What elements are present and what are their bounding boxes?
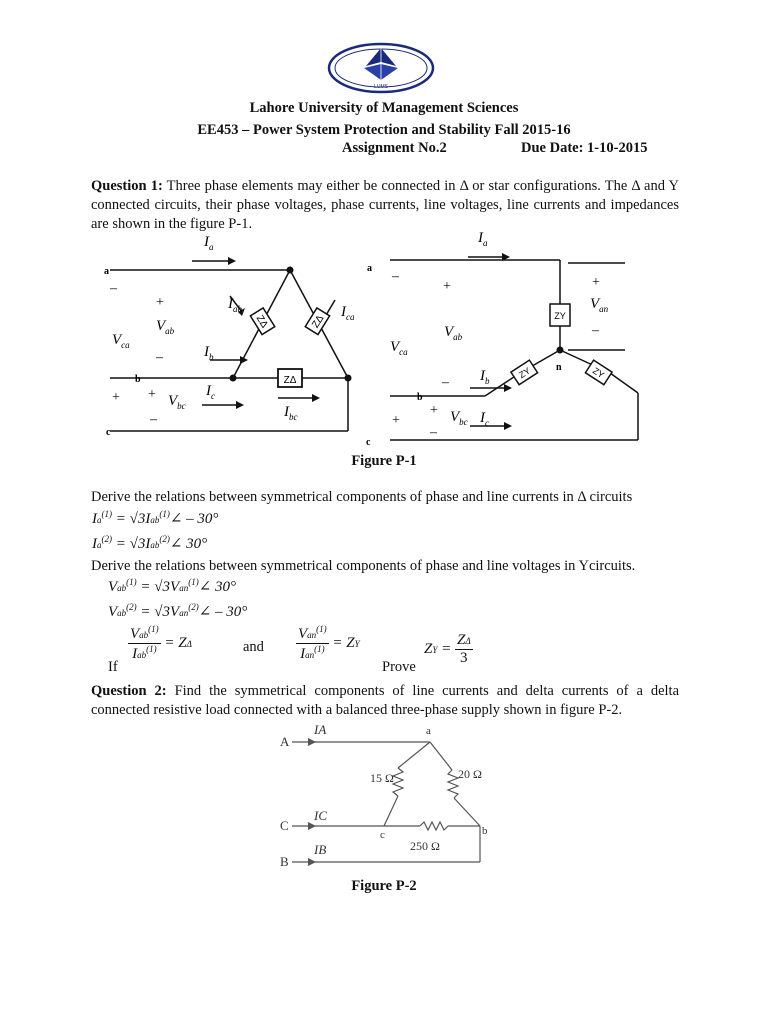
svg-text:a: a [104,266,109,277]
svg-text:Vab: $V_{ab}$ [444,324,463,342]
svg-text:c: c [366,437,371,448]
figure-p1-caption: Figure P-1 [351,453,417,469]
svg-text:+: + [392,413,400,428]
svg-text:ZY: ZY [516,365,533,381]
svg-text:ZY: ZY [590,365,607,381]
svg-text:Ib: $I_b$ [480,368,490,386]
node-c-label: c [380,829,385,841]
svg-text:–: – [442,375,449,390]
course-title: EE453 – Power System Protection and Stability Fall 2015-16 [197,122,571,138]
university-name: Lahore University of Management Sciences [249,100,519,116]
svg-text:+: + [148,387,156,402]
if-label: If [108,659,118,675]
svg-text:+: + [443,279,451,294]
svg-text:ZΔ: ZΔ [283,375,297,386]
prove-label: Prove [382,659,416,675]
svg-text:Vca: $V_{ca}$ [390,339,408,357]
svg-text:Vbc: $V_{bc}$ [168,393,186,411]
equation-voltage-negative: Vab$^{(2)}$ = √3Van$^{(2)}$∠ – 30° [108,602,248,620]
svg-text:Ibc: $I_{bc}$ [284,404,298,422]
svg-text:+: + [112,390,120,405]
delta-impedance-ab [250,308,274,335]
svg-text:Ica: $I_{ca}$ [341,304,355,322]
line-c-label: C [280,818,289,833]
equation-voltage-positive: Vab$^{(1)}$ = √3Van$^{(1)}$∠ 30° [108,577,237,595]
svg-text:–: – [156,350,163,365]
svg-text:+: + [156,295,164,310]
resistor-ca-label: 15 Ω [370,771,394,785]
figure-p2-diagram [270,718,500,878]
svg-text:c: c [106,427,111,438]
resistor-cb-label: 250 Ω [410,839,440,853]
svg-text:–: – [430,425,437,440]
line-b-label: B [280,854,289,869]
svg-text:Ic: $I_c$ [206,383,215,401]
svg-text:Vca: $V_{ca}$ [112,332,130,350]
current-a-label: IA [314,722,327,737]
svg-text:Van: $V_{an}$ [590,296,609,314]
figure-p2-caption: Figure P-2 [351,878,417,894]
equation-prove: ZY = $\frac{Z\Delta}{3}$ [424,632,471,666]
line-a-label: A [280,734,290,749]
svg-text:–: – [110,281,117,296]
equation-current-negative: $Ia^{(2)}$ = √3Iab$^{(2)}$∠ 30° [92,534,208,552]
svg-text:a: a [367,263,372,274]
equation-star-impedance: $\frac{Van^{(1)}}{Ian^{(1)}}$ = ZY [298,624,360,662]
svg-text:+: + [430,403,438,418]
resistor-ab-label: 20 Ω [458,767,482,781]
star-impedance-a [550,304,570,326]
svg-text:Vab: $V_{ab}$ [156,318,175,336]
delta-impedance-bc [278,369,302,387]
question1-label: Question 1: [91,178,163,194]
svg-text:n: n [556,362,562,373]
svg-text:Ic: $I_c$ [480,410,489,428]
svg-text:Ib: $I_b$ [204,344,214,362]
svg-text:–: – [392,269,399,284]
question2-paragraph [91,682,679,720]
svg-text:–: – [150,412,157,427]
question2-text: Find the symmetrical components of line currents and delta currents of a delta connected resistive load connected with a balanced three-phase supply shown in figure P-2. [91,683,680,718]
figure-p1-diagram [90,228,670,453]
question1-paragraph [91,177,679,234]
star-impedance-b [511,360,538,385]
equation-delta-impedance: $\frac{Vab^{(1)}}{Iab^{(1)}}$ = ZΔ [130,624,192,662]
equation-current-positive: $Ia^{(1)}$ = √3Iab$^{(1)}$∠ – 30° [92,509,219,527]
svg-text:b: b [135,374,141,385]
logo-emblem-icon [326,42,436,94]
logo-text: LUMS [374,84,388,90]
due-date: Due Date: 1-10-2015 [521,140,648,156]
node-b-label: b [482,825,488,837]
node-a-label: a [426,725,431,737]
current-c-label: IC [314,808,327,823]
current-b-label: IB [314,842,327,857]
question1-text: Three phase elements may either be connected in Δ or star configurations. The Δ and Y connected circuits, their phase voltages, phase currents, line voltages, line currents and impedances are shown in the figure P-1. [91,178,679,232]
question2-label: Question 2: [91,683,167,699]
svg-text:Vbc: $V_{bc}$ [450,409,468,427]
svg-text:ZY: ZY [554,311,566,321]
svg-text:–: – [592,323,599,338]
derive-voltages-text: Derive the relations between symmetrical components of phase and line voltages in Ycircuits. [91,558,636,574]
and-label: and [243,639,264,655]
delta-impedance-ca [305,308,329,335]
svg-text:Iab: $I_{ab}$ [228,296,242,314]
derive-currents-text: Derive the relations between symmetrical components of phase and line currents in Δ circuits [91,489,633,505]
svg-text:ZΔ: ZΔ [310,313,327,331]
svg-text:b: b [417,392,423,403]
svg-text:Ia: $I_a$ [478,230,488,248]
assignment-number: Assignment No.2 [342,140,447,156]
svg-text:ZΔ: ZΔ [253,313,270,331]
svg-text:Ia: $I_a$ [204,234,214,252]
university-logo [326,42,436,94]
svg-text:+: + [592,275,600,290]
